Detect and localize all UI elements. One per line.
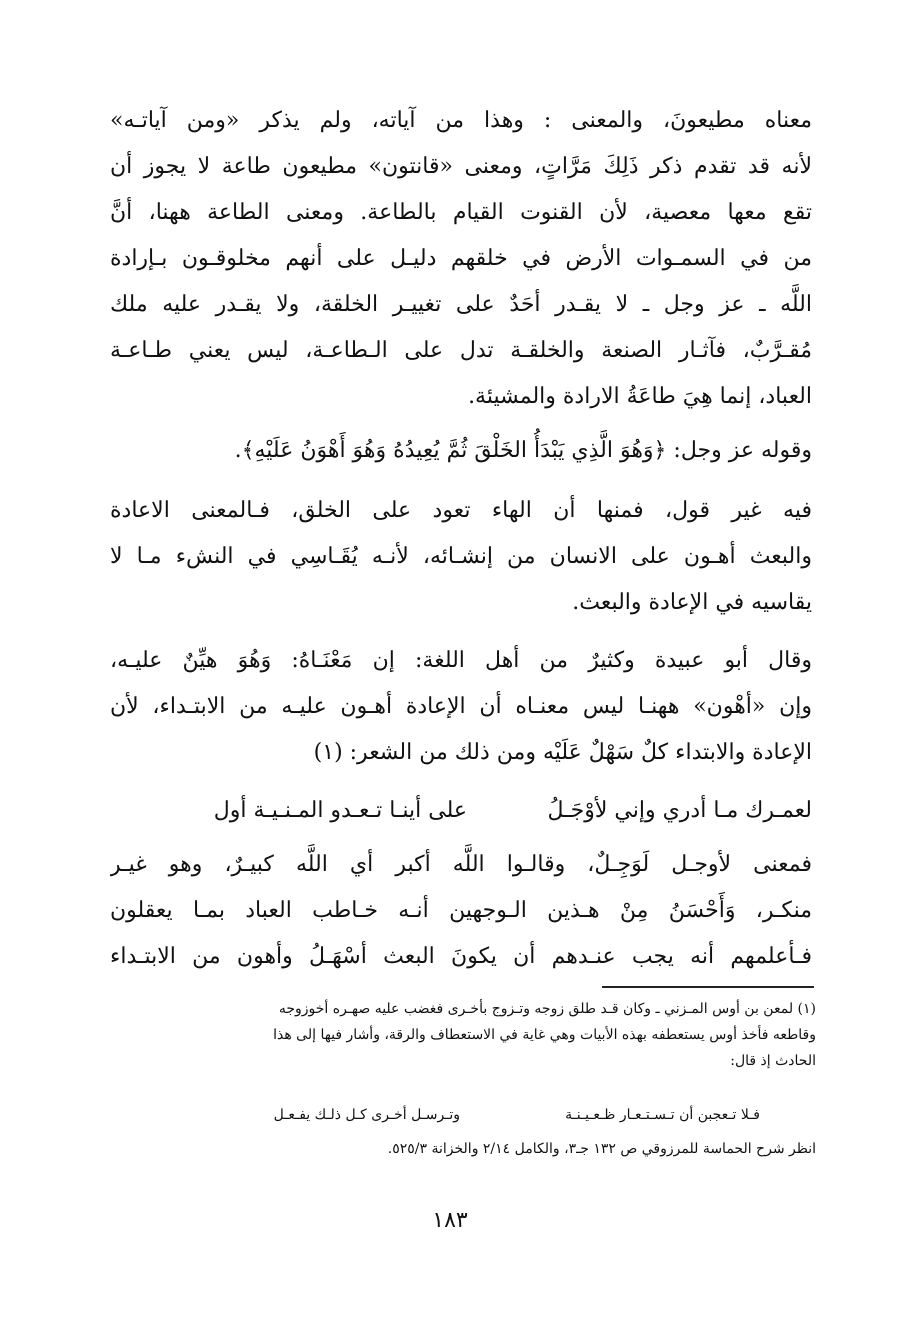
paragraph-5: [110, 842, 812, 980]
text-line: الإعادة والابتداء كلٌ سَهْلٌ عَلَيْه ومن ذلك من الشعر: (١): [313, 740, 812, 765]
text-line: وإن «أهْون» ههنـا ليس معنـاه أن الإعادة أهـون عليـه من الابتـداء، لأن: [110, 694, 812, 719]
paragraph-3: [110, 488, 812, 626]
quran-quote-paragraph: [110, 428, 812, 474]
footnote-separator: [602, 986, 814, 988]
page-number: ١٨٣: [432, 1208, 468, 1233]
text-line: فمعنى لأوجـل لَوَجِـلٌ، وقالـوا اللَّه أكبر أي اللَّه كبيـرٌ، وهو غيـر: [110, 852, 812, 877]
footnote-reference-line: انظر شرح الحماسة للمرزوقي ص ١٣٢ جـ٣، والكامل ٢/١٤ والخزانة ٥٢٥/٣.: [387, 1141, 816, 1157]
footnote-verse-second-hemistich: وتـرسـل أخـرى كـل ذلـك يفـعـل: [273, 1107, 460, 1123]
footnote-reference: [110, 1136, 816, 1162]
text-line: معناه مطيعونَ، والمعنى : وهذا من آياته، ولم يذكر «ومن آياتـه»: [110, 108, 812, 133]
footnote: [110, 996, 816, 1074]
text-line: مُقـرَّبٌ، فآثـار الصنعة والخلقـة تدل على الـطاعـة، ليس يعني طـاعـة: [110, 338, 812, 363]
paragraph-1: [110, 98, 812, 420]
footnote-line: وقاطعه فأخذ أوس يستعطفه بهذه الأبيات وهي غاية في الاستعطاف والرقة، وأشار فيها إلى هذا: [273, 1027, 816, 1043]
text-line: من في السمـوات الأرض في خلقهم دليـل على أنهم مخلوقـون بـإرادة: [110, 246, 812, 271]
verse-first-hemistich: لعمـرك مـا أدري وإني لأوْجَـلُ: [547, 798, 812, 823]
footnote-line: الحادث إذ قال:: [730, 1053, 816, 1069]
paragraph-4: [110, 638, 812, 776]
footnote-line: (١) لمعن بن أوس المـزني ـ وكان قـد طلق زوجه وتـزوج بأخـرى فغضب عليه صهـره أخوزوجه: [278, 1001, 816, 1017]
text-line: لأنه قد تقدم ذكر ذَلِكَ مَرَّاتٍ، ومعنى «قانتون» مطيعون طاعة لا يجوز أن: [110, 154, 812, 179]
text-line: تقع معها معصية، لأن القنوت القيام بالطاعة. ومعنى الطاعة ههنا، أنَّ: [110, 200, 812, 225]
quran-verse-line: وقوله عز وجل: ﴿وَهُوَ الَّذِي يَبْدَأُ الخَلْقَ ثُمَّ يُعِيدُهُ وَهُوَ أَهْوَنُ عَلَيْهِ﴾.: [234, 438, 812, 463]
verse-second-hemistich: على أينـا تـعـدو المـنـيـة أول: [213, 798, 467, 823]
text-line: يقاسيه في الإعادة والبعث.: [572, 590, 812, 615]
text-line: فـأعلمهم أنه يجب عنـدهم أن يكونَ البعث أسْهَـلُ وأهون من الابتـداء: [110, 944, 812, 969]
text-line: فيه غير قول، فمنها أن الهاء تعود على الخلق، فـالمعنى الاعادة: [110, 498, 812, 523]
text-line: العباد، إنما هِيَ طاعَةُ الارادة والمشيئة.: [468, 384, 812, 409]
poetry-verse: [110, 788, 812, 834]
footnote-verse-first-hemistich: فـلا تـعجبن أن تـسـتـعـار ظـعـيـنـة: [565, 1107, 760, 1123]
text-line: وقال أبو عبيدة وكثيرٌ من أهل اللغة: إن مَعْنَـاهُ: وَهُوَ هيِّنٌ عليـه،: [110, 648, 812, 673]
text-line: والبعث أهـون على الانسان من إنشـائه، لأنـه يُقَـاسِي في النشء مـا لا: [110, 544, 812, 569]
text-line: اللَّه ـ عز وجل ـ لا يقـدر أحَدٌ على تغييـر الخلقة، ولا يقـدر عليه ملك: [110, 292, 812, 317]
footnote-verse: [160, 1102, 760, 1128]
text-line: منكـر، وَأَحْسَنُ مِنْ هـذين الـوجهين أنـه خـاطب العباد بمـا يعقلون: [110, 898, 812, 923]
